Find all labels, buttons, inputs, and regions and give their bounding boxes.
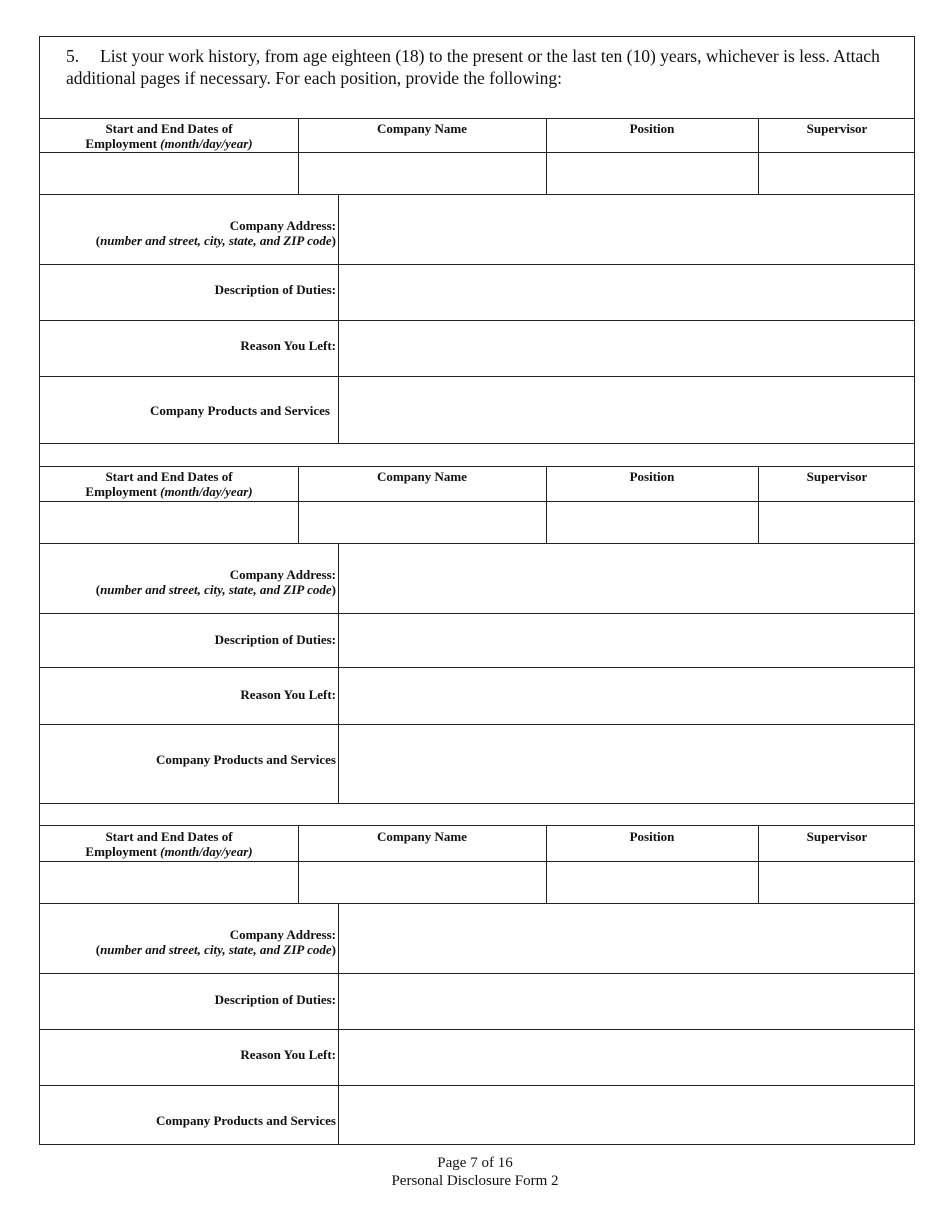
entry-1-position-field[interactable]: [547, 153, 758, 194]
entry-1-dates-field[interactable]: [40, 153, 298, 194]
entry-3-duties-label: Description of Duties:: [214, 992, 336, 1007]
entry-1-products-field[interactable]: [339, 377, 916, 443]
question-number: 5.: [66, 46, 80, 66]
question-5-text: [66, 45, 906, 89]
entry-2-products-field[interactable]: [339, 725, 916, 803]
entry-2-company-address-field[interactable]: [339, 544, 916, 613]
entry-3-products-field[interactable]: [339, 1086, 916, 1144]
work-history-form: [39, 36, 915, 1145]
entry-2-header-supervisor: Supervisor: [806, 469, 868, 484]
entry-3-header-company-name: Company Name: [377, 829, 467, 844]
entry-1-reason-label: Reason You Left:: [240, 338, 336, 353]
entry-1-company-address-field[interactable]: [339, 195, 916, 264]
entry-1-header-supervisor: Supervisor: [806, 121, 868, 136]
question-instructions: List your work history, from age eighteen (18) to the present or the last ten (10) years, whichever is less. Attach additional pages if necessary. For each position, provide the following:: [66, 46, 880, 88]
entry-1-company-address-label: Company Address: (number and street, city, state, and ZIP code): [95, 218, 336, 248]
entry-1-header-company-name: Company Name: [377, 121, 467, 136]
entry-2-header-dates: Start and End Dates of Employment (month/day/year): [85, 469, 253, 499]
entry-2-position-field[interactable]: [547, 502, 758, 543]
entry-2-supervisor-field[interactable]: [759, 502, 916, 543]
entry-2-dates-field[interactable]: [40, 502, 298, 543]
entry-2-company-name-field[interactable]: [299, 502, 546, 543]
entry-1-duties-field[interactable]: [339, 265, 916, 320]
entry-3-reason-label: Reason You Left:: [240, 1047, 336, 1062]
entry-3-products-label: Company Products and Services: [156, 1113, 336, 1128]
entry-3-dates-field[interactable]: [40, 862, 298, 903]
entry-3-reason-field[interactable]: [339, 1030, 916, 1085]
entry-2-company-address-label: Company Address: (number and street, city, state, and ZIP code): [95, 567, 336, 597]
entry-1-products-label: Company Products and Services: [150, 403, 330, 418]
entry-1-header-position: Position: [629, 121, 675, 136]
entry-2-duties-field[interactable]: [339, 614, 916, 667]
entry-2-header-company-name: Company Name: [377, 469, 467, 484]
entry-1-reason-field[interactable]: [339, 321, 916, 376]
entry-3-company-address-field[interactable]: [339, 904, 916, 973]
entry-1-duties-label: Description of Duties:: [214, 282, 336, 297]
entry-1-header-dates: Start and End Dates of Employment (month/day/year): [85, 121, 253, 151]
form-name: Personal Disclosure Form 2: [391, 1173, 559, 1189]
entry-3-position-field[interactable]: [547, 862, 758, 903]
entry-3-company-address-label: Company Address: (number and street, city, state, and ZIP code): [95, 927, 336, 957]
entry-1-company-name-field[interactable]: [299, 153, 546, 194]
page-number: Page 7 of 16: [437, 1155, 513, 1171]
entry-3-header-position: Position: [629, 829, 675, 844]
entry-1-supervisor-field[interactable]: [759, 153, 916, 194]
entry-2-header-position: Position: [629, 469, 675, 484]
entry-2-products-label: Company Products and Services: [156, 752, 336, 767]
entry-3-supervisor-field[interactable]: [759, 862, 916, 903]
entry-2-duties-label: Description of Duties:: [214, 632, 336, 647]
entry-3-header-supervisor: Supervisor: [806, 829, 868, 844]
entry-2-reason-field[interactable]: [339, 668, 916, 724]
entry-3-duties-field[interactable]: [339, 974, 916, 1029]
entry-2-reason-label: Reason You Left:: [240, 687, 336, 702]
entry-3-company-name-field[interactable]: [299, 862, 546, 903]
entry-3-header-dates: Start and End Dates of Employment (month/day/year): [85, 829, 253, 859]
